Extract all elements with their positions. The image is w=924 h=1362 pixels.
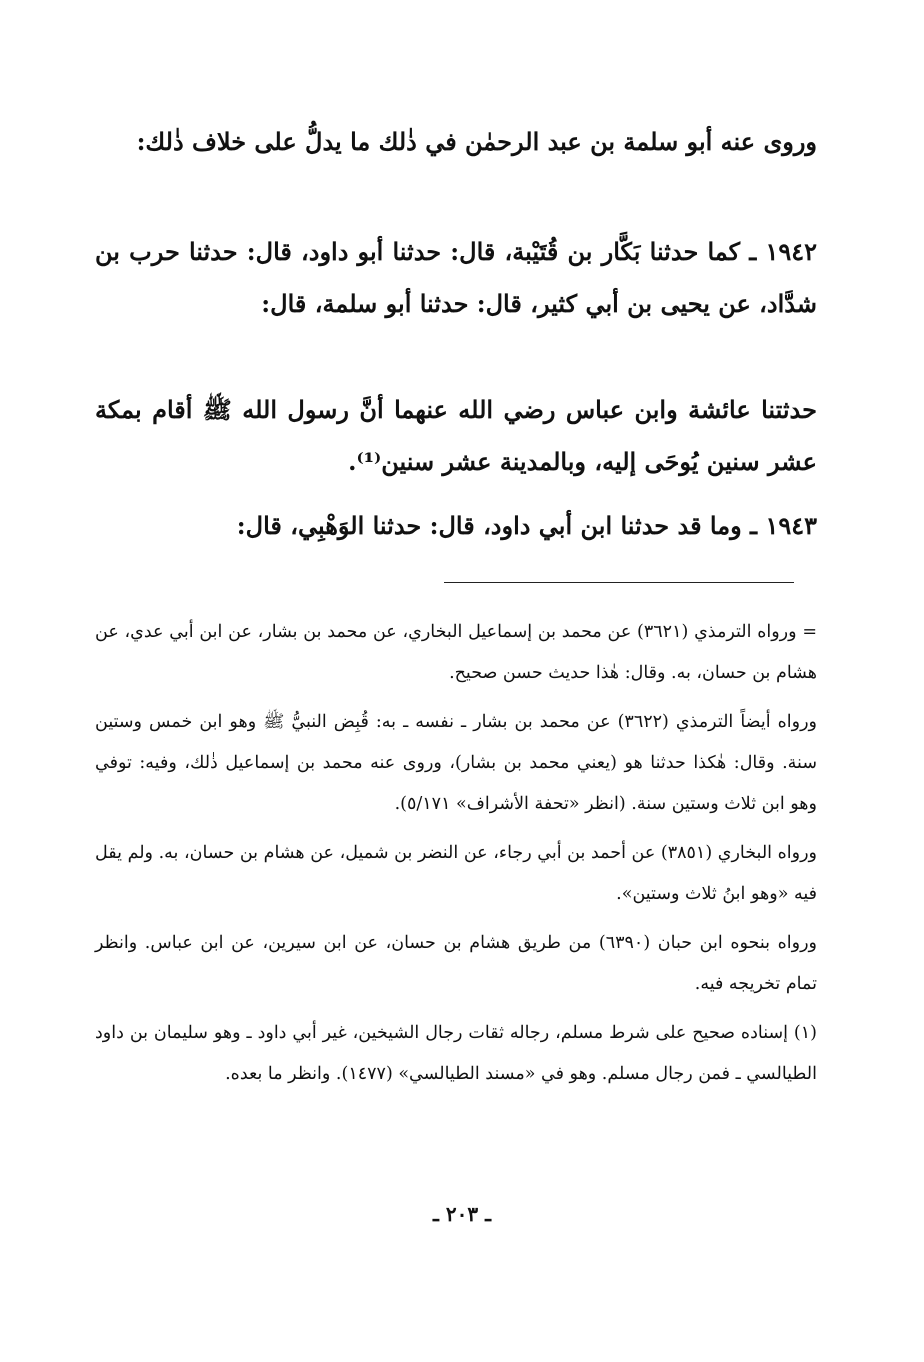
page-number: ـ ٢٠٣ ـ (433, 1202, 491, 1226)
footnotes (95, 612, 817, 1103)
hadith-paragraph (95, 226, 817, 330)
hadith-1943 (95, 500, 817, 552)
hadith-paragraph (95, 500, 817, 552)
footnote-continuation-1: = ورواه الترمذي (٣٦٢١) عن محمد بن إسماعيل البخاري، عن محمد بن بشار، عن ابن أبي عدي، عن هشام بن حسان، به. وقال: هٰذا حديث حسن صحيح. (95, 622, 818, 683)
hadith-number: ١٩٤٣ (765, 511, 817, 540)
footnote-separator (444, 582, 794, 583)
hadith-1942 (95, 226, 817, 330)
main-paragraph-1 (95, 116, 817, 168)
main-paragraph-3 (95, 384, 817, 488)
footnote-continuation-3: ورواه البخاري (٣٨٥١) عن أحمد بن أبي رجاء، عن النضر بن شميل، عن هشام بن حسان، به. ولم يقل فيه «وهو ابنُ ثلاث وستين». (95, 843, 817, 904)
paragraph-text: وروى عنه أبو سلمة بن عبد الرحمٰن في ذٰلك ما يدلُّ على خلاف ذٰلك: (136, 127, 817, 156)
paragraph-text: حدثتنا عائشة وابن عباس رضي الله عنهما أنَّ رسول الله ﷺ أقام بمكة عشر سنين يُوحَى إليه، وبالمدينة عشر سنين⁽¹⁾. (95, 395, 817, 476)
footnote-1: (١) إسناده صحيح على شرط مسلم، رجاله ثقات رجال الشيخين، غير أبي داود ـ وهو سليمان بن داود الطيالسي ـ فمن رجال مسلم. وهو في «مسند الطيالسي» (١٤٧٧). وانظر ما بعده. (95, 1023, 817, 1084)
footnote-continuation-4: ورواه بنحوه ابن حبان (٦٣٩٠) من طريق هشام بن حسان، عن ابن سيرين، عن ابن عباس. وانظر تمام تخريجه فيه. (95, 933, 817, 994)
footnote-continuation-2: ورواه أيضاً الترمذي (٣٦٢٢) عن محمد بن بشار ـ نفسه ـ به: قُبِض النبيُّ ﷺ وهو ابن خمس وستين سنة. وقال: هٰكذا حدثنا هو (يعني محمد بن بشار)، وروى عنه محمد بن إسماعيل ذٰلك، وفيه: توفي وهو ابن ثلاث وستين سنة. (انظر «تحفة الأشراف» ٥/١٧١). (95, 712, 818, 814)
hadith-number: ١٩٤٢ (765, 237, 817, 266)
hadith-text: ـ وما قد حدثنا ابن أبي داود، قال: حدثنا الوَهْبِي، قال: (236, 511, 766, 540)
hadith-text: ـ كما حدثنا بَكَّار بن قُتَيْبة، قال: حدثنا أبو داود، قال: حدثنا حرب بن شدَّاد، عن يحيى بن أبي كثير، قال: حدثنا أبو سلمة، قال: (95, 237, 817, 318)
